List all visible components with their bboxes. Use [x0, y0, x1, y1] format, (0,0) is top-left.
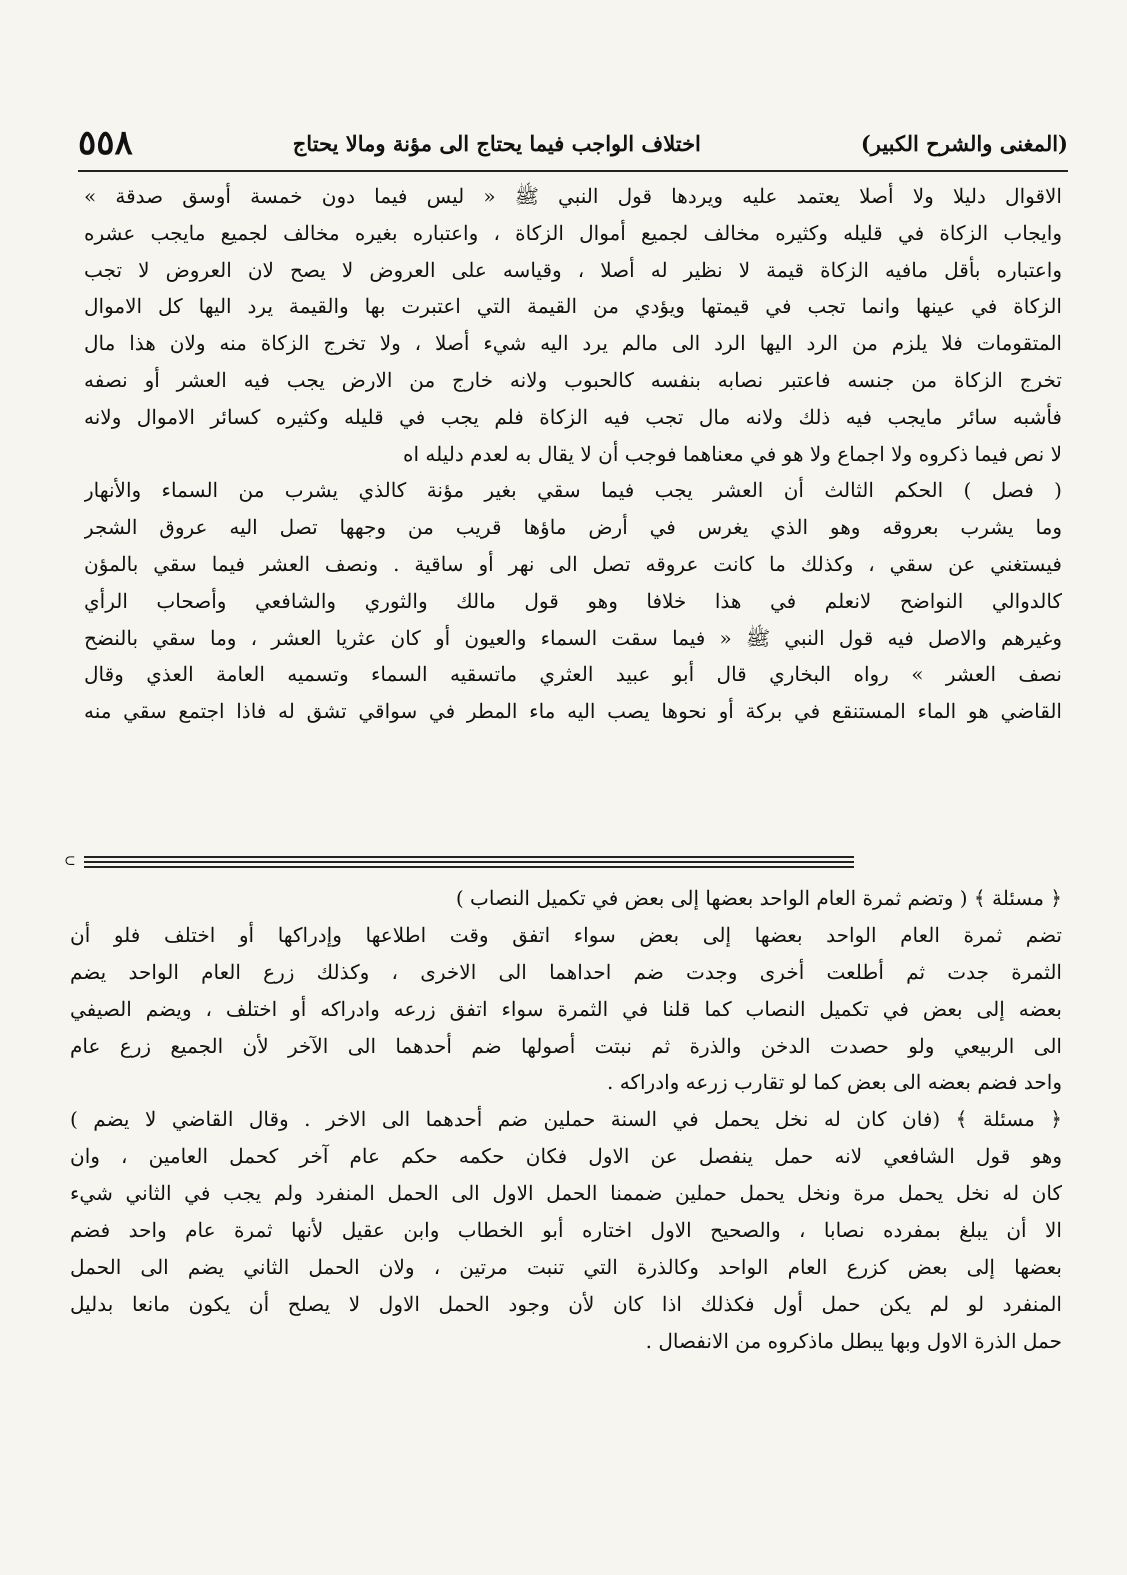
commentary-line: وهو قول الشافعي لانه حمل ينفصل عن الاول فكان حكمه حكم عام آخر كحمل العامين ، وان — [70, 1144, 1062, 1169]
commentary-line: الى الربيعي ولو حصدت الدخن والذرة ثم نبتت أصولها ضم أحدهما الى الآخر لأن الجميع زرع عام — [70, 1033, 1062, 1058]
commentary-line: واحد فضم بعضه الى بعض كما لو تقارب زرعه وادراكه . — [607, 1070, 1062, 1095]
header-rule — [78, 170, 1068, 172]
running-title: اختلاف الواجب فيما يحتاج الى مؤنة ومالا يحتاج — [292, 130, 701, 156]
main-line: وغيرهم والاصل فيه قول النبي ﷺ « فيما سقت السماء والعيون أو كان عثريا العشر ، وما سقي بالنضح — [84, 625, 1062, 650]
commentary-line: الا أن يبلغ بمفرده نصابا ، والصحيح الاول اختاره أبو الخطاب وابن عقيل لأنها ثمرة عام واحد فضم — [70, 1218, 1062, 1243]
main-line: كالدوالي النواضح لانعلم في هذا خلافا وهو قول مالك والثوري والشافعي وأصحاب الرأي — [84, 588, 1062, 613]
commentary-line: تضم ثمرة العام الواحد بعضها إلى بعض سواء اتفق وقت اطلاعها وإدراكها أو اختلف فلو أن — [70, 922, 1062, 947]
main-line: تخرج الزكاة من جنسه فاعتبر نصابه بنفسه كالحبوب ولانه خارج من الارض يجب فيه العشر أو نصفه — [84, 367, 1062, 392]
main-line: ( فصل ) الحكم الثالث أن العشر يجب فيما سقي بغير مؤنة كالذي يشرب من السماء والأنهار — [84, 478, 1062, 503]
main-text-block — [84, 178, 1062, 730]
main-line: واعتباره بأقل مافيه الزكاة قيمة لا نظير له أصلا ، وقياسه على العروض لا يصح لان العروض لا تجب — [84, 257, 1062, 282]
main-line: القاضي هو الماء المستنقع في بركة أو نحوها يصب اليه ماء المطر في سواقي تشق له فاذا اجتمع سقي منه — [84, 699, 1062, 724]
main-line: فيستغني عن سقي ، وكذلك ما كانت عروقه تصل الى نهر أو ساقية . ونصف العشر فيما سقي بالمؤن — [84, 551, 1062, 576]
main-line: فأشبه سائر مايجب فيه ذلك ولانه مال تجب فيه الزكاة فلم يجب في قليله وكثيره كسائر الاموال ولانه — [84, 404, 1062, 429]
commentary-line: الثمرة جدت ثم أطلعت أخرى وجدت ضم احداهما الى الاخرى ، وكذلك زرع العام الواحد يضم — [70, 959, 1062, 984]
issue-heading: ﴿ مسئلة ﴾ ( وتضم ثمرة العام الواحد بعضها إلى بعض في تكميل النصاب ) — [455, 886, 1062, 910]
page-header — [78, 118, 1068, 168]
page-number: ٥٥٨ — [78, 123, 133, 163]
commentary-line: بعضه إلى بعض في تكميل النصاب كما قلنا في الثمرة سواء اتفق زرعه وادراكه أو اختلف ، ويضم الصيفي — [70, 996, 1062, 1021]
main-line: المتقومات فلا يلزم من الرد اليها الرد الى مالم يرد اليه شيء أصلا ، ولا تخرج الزكاة منه ولان هذا مال — [84, 331, 1062, 356]
main-line: وما يشرب بعروقه وهو الذي يغرس في أرض ماؤها قريب من وجهها تصل اليه عروق الشجر — [84, 515, 1062, 540]
main-line: الزكاة في عينها وانما تجب في قيمتها ويؤدي من القيمة التي اعتبرت بها والقيمة يرد اليها كل الاموال — [84, 294, 1062, 319]
book-title: (المغنى والشرح الكبير) — [860, 130, 1068, 156]
issue-heading: ﴿ مسئلة ﴾ (فان كان له نخل يحمل في السنة حملين ضم أحدهما الى الاخر . وقال القاضي لا يضم ) — [70, 1107, 1062, 1132]
main-line: الاقوال دليلا ولا أصلا يعتمد عليه ويردها قول النبي ﷺ « ليس فيما دون خمسة أوسق صدقة » — [84, 184, 1062, 208]
commentary-line: المنفرد لو لم يكن حمل أول فكذلك اذا كان لأن وجود الحمل الاول لا يصلح أن يكون مانعا بدليل — [70, 1291, 1062, 1316]
commentary-line: حمل الذرة الاول وبها يبطل ماذكروه من الانفصال . — [645, 1328, 1062, 1353]
main-line: لا نص فيما ذكروه ولا اجماع ولا هو في معناهما فوجب أن لا يقال به لعدم دليله اه — [402, 441, 1062, 466]
commentary-line: بعضها إلى بعض كزرع العام الواحد وكالذرة التي تنبت مرتين ، ولان الحمل الثاني يضم الى الحمل — [70, 1254, 1062, 1279]
section-separator — [64, 852, 1064, 870]
main-line: نصف العشر » رواه البخاري قال أبو عبيد العثري ماتسقيه السماء وتسميه العامة العذي وقال — [84, 662, 1062, 687]
separator-ornament-icon: ⊂ — [64, 853, 76, 869]
commentary-line: كان له نخل يحمل مرة ونخل يحمل حملين ضممنا الحمل الاول الى الحمل المنفرد ولم يجب في الثاني شيء — [70, 1181, 1062, 1206]
main-line: وايجاب الزكاة في قليله وكثيره مخالف لجميع أموال الزكاة ، واعتباره بغيره مخالف لجميع مايجب عشره — [84, 220, 1062, 245]
commentary-text-block — [70, 880, 1062, 1360]
